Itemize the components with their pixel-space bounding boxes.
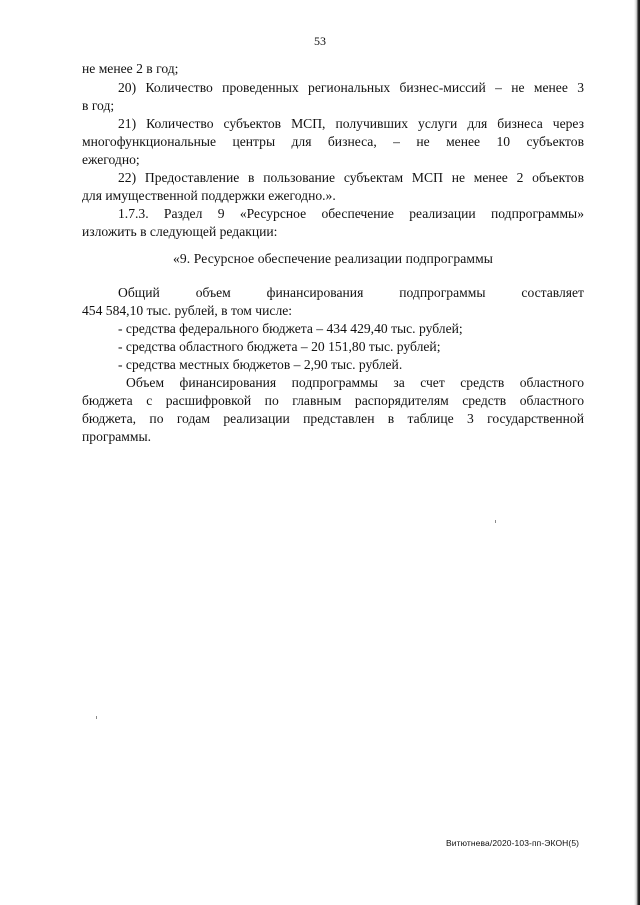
text-line: 1.7.3. Раздел 9 «Ресурсное обеспечение реализации подпрограммы» <box>118 206 584 221</box>
list-item: - средства федерального бюджета – 434 429,40 тыс. рублей; <box>118 321 463 336</box>
text-line: 22) Предоставление в пользование субъектам МСП не менее 2 объектов <box>118 170 584 185</box>
scan-edge-border <box>634 0 640 905</box>
text-line: многофункциональные центры для бизнеса, – не менее 10 субъектов <box>82 134 584 149</box>
section-heading: «9. Ресурсное обеспечение реализации подпрограммы <box>173 251 493 266</box>
text-line: не менее 2 в год; <box>82 61 179 76</box>
text-line: 454 584,10 тыс. рублей, в том числе: <box>82 303 293 318</box>
text-line: ежегодно; <box>82 152 140 167</box>
scan-speck <box>495 520 496 523</box>
text-line: Объем финансирования подпрограммы за счет средств областного <box>126 375 584 390</box>
text-line: 20) Количество проведенных региональных бизнес-миссий – не менее 3 <box>118 80 584 95</box>
footer-document-code: Витютнева/2020-103-пп-ЭКОН(5) <box>446 838 580 848</box>
text-line: бюджета с расшифровкой по главным распорядителям средств областного <box>82 393 584 408</box>
scan-speck <box>96 716 97 719</box>
list-item: - средства областного бюджета – 20 151,80 тыс. рублей; <box>118 339 441 354</box>
text-line: Общий объем финансирования подпрограммы составляет <box>118 285 584 300</box>
text-line: для имущественной поддержки ежегодно.». <box>82 188 336 203</box>
text-line: бюджета, по годам реализации представлен в таблице 3 государственной <box>82 411 584 426</box>
list-item: - средства местных бюджетов – 2,90 тыс. рублей. <box>118 357 403 372</box>
text-line: изложить в следующей редакции: <box>82 224 278 239</box>
page-number: 53 <box>314 34 326 48</box>
text-line: программы. <box>82 429 152 444</box>
text-line: 21) Количество субъектов МСП, получивших услуги для бизнеса через <box>118 116 584 131</box>
text-line: в год; <box>82 98 115 113</box>
